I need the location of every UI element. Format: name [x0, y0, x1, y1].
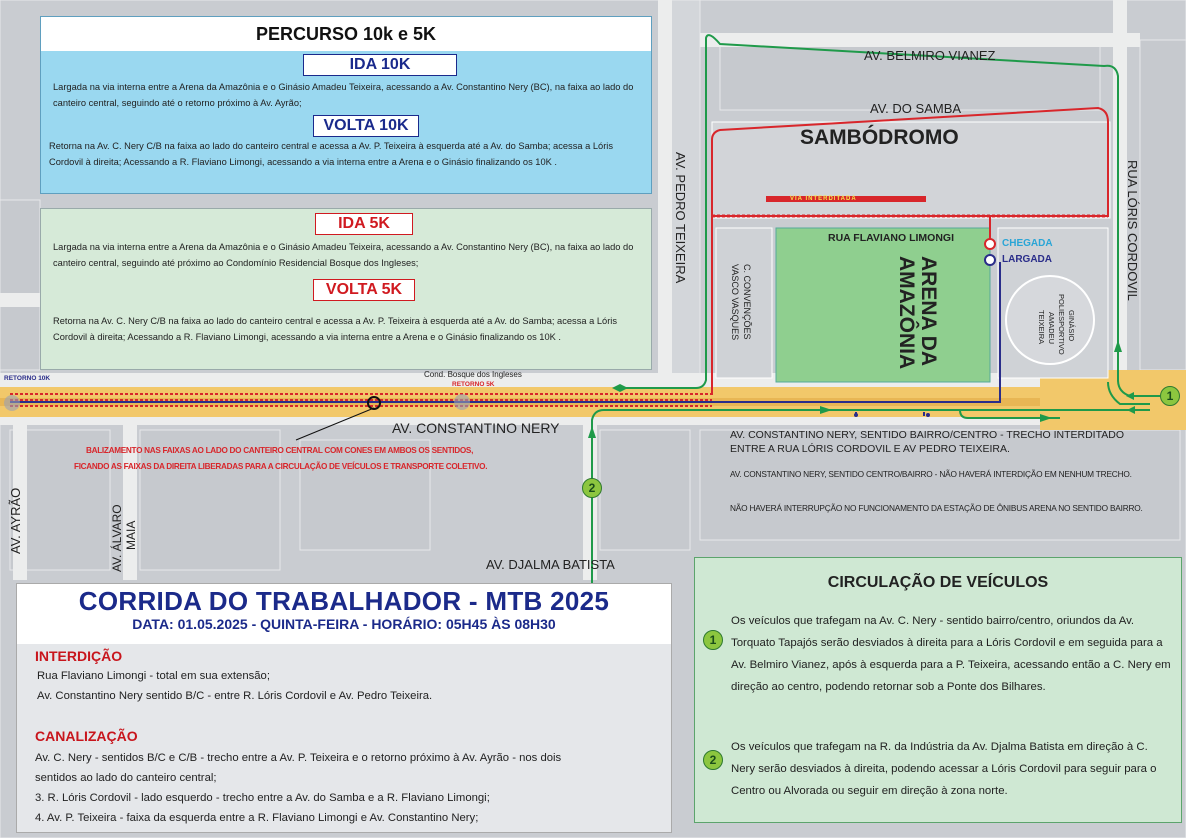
volta-10k-text: Retorna na Av. C. Nery C/B na faixa ao lado do canteiro central e acessa a Av. P. Teixeira à esquerda até a Av. do Samba; acessa a Lóris Cordovil à direita; Acessando a R. Flaviano Limongi, acessando a via interna entre a Arena e o Ginásio finalizando os 10K . [49, 141, 614, 167]
circulation-marker-1: 1 [703, 630, 723, 650]
label-ginasio-line3: AMADEU [1047, 312, 1056, 345]
label-arena-line2: AMAZÔNIA [895, 256, 918, 370]
label-av-constantino: AV. CONSTANTINO NERY [392, 420, 560, 436]
label-rua-loris: RUA LÓRIS CORDOVIL [1125, 160, 1140, 301]
label-av-alvaro-1: AV. ÁLVARO [110, 504, 124, 572]
vehicle-circulation-panel [694, 557, 1182, 823]
event-header [17, 584, 671, 644]
label-sem-interdicao: AV. CONSTANTINO NERY, SENTIDO CENTRO/BAIRRO - NÃO HAVERÁ INTERDIÇÃO EM NENHUM TRECHO. [730, 469, 1132, 479]
interdicao-item: Av. Constantino Nery sentido B/C - entre R. Lóris Cordovil e Av. Pedro Teixeira. [37, 690, 433, 702]
event-date: DATA: 01.05.2025 - QUINTA-FEIRA - HORÁRIO: 05H45 ÀS 08H30 [132, 616, 556, 632]
label-av-alvaro-2: MAIA [124, 520, 138, 550]
label-ginasio-line2: POLIESPORTIVO [1057, 294, 1066, 355]
circulation-marker-2: 2 [703, 750, 723, 770]
label-av-samba: AV. DO SAMBA [870, 101, 962, 116]
detour-marker-1: 1 [1160, 386, 1180, 406]
interdicao-title: INTERDIÇÃO [35, 648, 123, 664]
label-balizamento-1: BALIZAMENTO NAS FAIXAS AO LADO DO CANTEIRO CENTRAL COM CONES EM AMBOS OS SENTIDOS, [86, 446, 474, 455]
label-interditado-1: AV. CONSTANTINO NERY, SENTIDO BAIRRO/CENTRO - TRECHO INTERDITADO [730, 429, 1124, 441]
label-av-pedro-teixeira: AV. PEDRO TEIXEIRA [673, 152, 688, 284]
label-av-belmiro: AV. BELMIRO VIANEZ [864, 48, 996, 63]
label-largada: LARGADA [1002, 254, 1052, 265]
label-balizamento-2: FICANDO AS FAIXAS DA DIREITA LIBERADAS PARA A CIRCULAÇÃO DE VEÍCULOS E TRANSPORTE COLETIVO. [74, 462, 488, 471]
route-5k-panel [40, 208, 652, 370]
route-panel-title: PERCURSO 10k e 5K [41, 17, 651, 51]
label-rua-flaviano: RUA FLAVIANO LIMONGI [828, 232, 954, 244]
label-sambodromo: SAMBÓDROMO [800, 126, 959, 149]
label-arena-line1: ARENA DA [917, 256, 940, 367]
detour-marker-2: 2 [582, 478, 602, 498]
volta-10k-badge: VOLTA 10K [313, 115, 419, 137]
circulation-item-2: Os veículos que trafegam na R. da Indústria da Av. Djalma Batista em direção à C. Nery serão desviados à direita, podendo acessar a Lóris Cordovil para seguir para o Centro ou Alvorada ou seguir em direção à zona norte. [731, 741, 1157, 797]
label-interditado-2: ENTRE A RUA LÓRIS CORDOVIL E AV PEDRO TEIXEIRA. [730, 443, 1010, 455]
volta-5k-badge: VOLTA 5K [313, 279, 415, 301]
canalizacao-item: 4. Av. P. Teixeira - faixa da esquerda entre a R. Flaviano Limongi e Av. Constantino Nery; [35, 812, 479, 824]
canalizacao-item: sentidos ao lado do canteiro central; [35, 772, 217, 784]
ida-5k-badge: IDA 5K [315, 213, 413, 235]
ida-10k-text: Largada na via interna entre a Arena da Amazônia e o Ginásio Amadeu Teixeira, acessando a Av. Constantino Nery (BC), na faixa ao lado do canteiro central, seguindo até o retorno próximo à Av. Ayrão; [53, 82, 634, 108]
route-10k-panel [40, 16, 652, 194]
ida-5k-text: Largada na via interna entre a Arena da Amazônia e o Ginásio Amadeu Teixeira, acessando a Av. Constantino Nery (BC), na faixa ao lado do canteiro central, seguindo até próximo ao Condomínio Residencial Bosque dos Ingleses; [53, 242, 634, 268]
canalizacao-title: CANALIZAÇÃO [35, 728, 138, 744]
label-ginasio-line1: GINÁSIO [1067, 310, 1076, 342]
event-info-panel [16, 583, 672, 833]
label-via-interditada: VIA INTERDITADA [790, 196, 857, 202]
interdicao-item: Rua Flaviano Limongi - total em sua extensão; [37, 670, 270, 682]
label-av-ayrao: AV. AYRÃO [8, 487, 23, 554]
label-convencoes-line2: VASCO VASQUES [730, 264, 740, 341]
label-av-djalma: AV. DJALMA BATISTA [486, 557, 615, 572]
label-retorno-5k: RETORNO 5K [452, 381, 495, 388]
circulation-title: CIRCULAÇÃO DE VEÍCULOS [827, 574, 1049, 591]
volta-5k-text: Retorna na Av. C. Nery C/B na faixa ao lado do canteiro central e acessa a Av. P. Teixeira à esquerda até a Av. do Samba; acessa a Lóris Cordovil à direita; Acessando a R. Flaviano Limongi, acessando a via interna entre a Arena e o Ginásio finalizando os 10K . [53, 316, 618, 342]
event-title: CORRIDA DO TRABALHADOR - MTB 2025 [78, 586, 610, 616]
label-convencoes-line1: C. CONVENÇÕES [742, 264, 752, 340]
label-estacao-onibus: NÃO HAVERÁ INTERRUPÇÃO NO FUNCIONAMENTO DA ESTAÇÃO DE ÔNIBUS ARENA NO SENTIDO BAIRRO. [730, 503, 1143, 513]
canalizacao-item: 3. R. Lóris Cordovil - lado esquerdo - trecho entre a Av. do Samba e a R. Flaviano Limongi; [35, 792, 490, 804]
label-chegada: CHEGADA [1002, 238, 1053, 249]
canalizacao-item: Av. C. Nery - sentidos B/C e C/B - trecho entre a Av. P. Teixeira e o retorno próximo à Av. Ayrão - nos dois [35, 752, 562, 764]
label-ginasio-line4: TEIXEIRA [1037, 310, 1046, 345]
label-retorno-10k: RETORNO 10K [4, 375, 51, 382]
ida-10k-badge: IDA 10K [303, 54, 457, 76]
circulation-item-1: Os veículos que trafegam na Av. C. Nery - sentido bairro/centro, oriundos da Av. Torquato Tapajós serão desviados à direita para a Lóris Cordovil e em seguida para a Av. Belmiro Vianez, após à esquerda para a P. Teixeira, acessando então a C. Nery em direção ao centro, podendo retornar sob a Ponte dos Bilhares. [731, 615, 1171, 693]
label-cond-bosque: Cond. Bosque dos Ingleses [424, 370, 522, 379]
